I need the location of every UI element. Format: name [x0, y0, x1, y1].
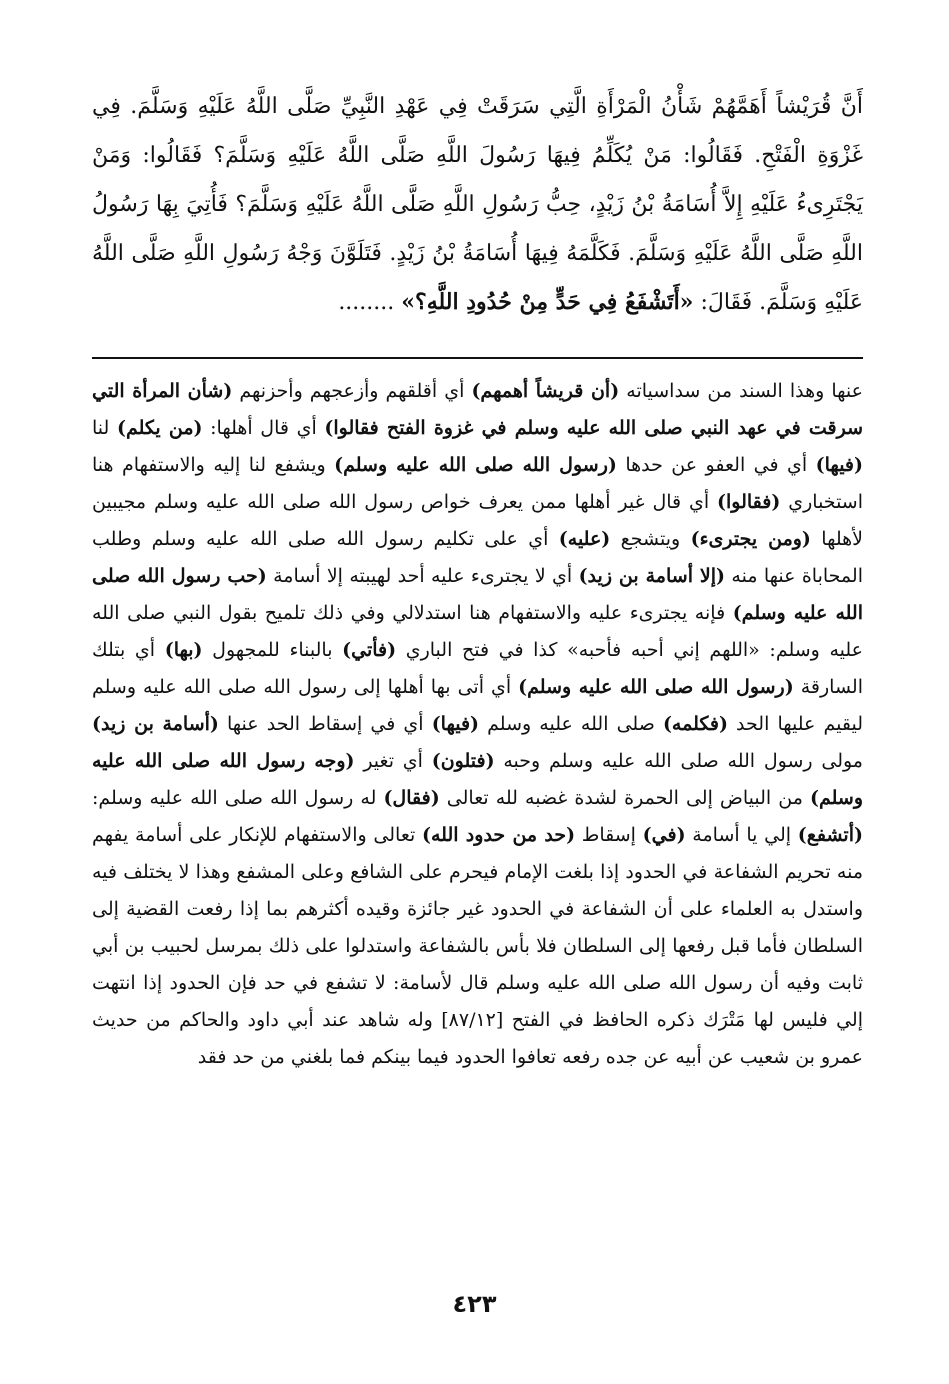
- commentary-bold-segment: (عليه): [558, 528, 611, 550]
- commentary-segment: أي على تكليم رسول الله صلى الله عليه وسلم وطلب المحاباة عنها منه: [92, 528, 863, 587]
- commentary-segment: أي لا يجترىء عليه أحد لهيبته إلا أسامة: [266, 565, 579, 587]
- commentary-segment: أي بتلك السارقة: [92, 639, 863, 698]
- commentary-bold-segment: (بها): [164, 639, 203, 661]
- commentary-bold-segment: (فقال): [383, 787, 440, 809]
- commentary-segment: مولى رسول الله صلى الله عليه وسلم وحبه: [494, 750, 863, 772]
- commentary-segment: ويتشجع: [610, 528, 691, 550]
- commentary-bold-segment: (شأن المرأة التي سرقت في عهد النبي صلى الله عليه وسلم في غزوة الفتح فقالوا): [92, 380, 863, 439]
- commentary-bold-segment: (فيها): [815, 454, 863, 476]
- commentary-segment: ويشفع لنا إليه والاستفهام هنا استخباري: [92, 454, 864, 513]
- hadith-quote: «أَتَشْفَعُ فِي حَدٍّ مِنْ حُدُودِ اللَّهِ؟»: [401, 289, 694, 315]
- page-number: ٤٢٣: [452, 1290, 497, 1318]
- commentary-bold-segment: (أتشفع): [797, 824, 863, 846]
- commentary-bold-segment: (أسامة بن زيد): [92, 713, 219, 735]
- commentary-segment: إلي يا أسامة: [685, 824, 798, 846]
- commentary-bold-segment: (في): [642, 824, 686, 846]
- commentary-segment: أي قال غير أهلها ممن يعرف خواص رسول الله صلى الله عليه وسلم مجيبين لأهلها: [92, 491, 863, 550]
- commentary-bold-segment: (رسول الله صلى الله عليه وسلم): [518, 676, 794, 698]
- commentary-bold-segment: (من يكلم): [116, 417, 203, 439]
- commentary-segment: من البياض إلى الحمرة لشدة غضبه لله تعالى: [439, 787, 810, 809]
- commentary-segment: إسقاط: [575, 824, 643, 846]
- commentary-bold-segment: (وجه رسول الله صلى الله عليه وسلم): [92, 750, 864, 809]
- commentary-bold-segment: (فكلمه): [662, 713, 728, 735]
- commentary-segment: عنها وهذا السند من سداسياته: [619, 380, 863, 402]
- commentary-segment: فإنه يجترىء عليه والاستفهام هنا استدلالي وفي ذلك تلميح بقول النبي صلى الله عليه وسلم: «اللهم إني أحبه فأحبه» كذا في فتح الباري: [92, 602, 863, 661]
- hadith-paragraph: [92, 82, 863, 327]
- hadith-text: أَنَّ قُرَيْشاً أَهَمَّهُمْ شَأْنُ الْمَرْأَةِ الَّتِي سَرَقَتْ فِي عَهْدِ النَّبِيِّ صَلَّى اللَّهُ عَلَيْهِ وَسَلَّمَ. فِي غَزْوَةِ الْفَتْحِ. فَقَالُوا: مَنْ يُكَلِّمُ فِيهَا رَسُولَ اللَّهِ صَلَّى اللَّهُ عَلَيْهِ وَسَلَّمَ؟ فَقَالُوا: وَمَنْ يَجْتَرِىءُ عَلَيْهِ إِلاَّ أُسَامَةُ بْنُ زَيْدٍ، حِبُّ رَسُولِ اللَّهِ صَلَّى اللَّهُ عَلَيْهِ وَسَلَّمَ؟ فَأُتِيَ بِهَا رَسُولُ اللَّهِ صَلَّى اللَّهُ عَلَيْهِ وَسَلَّمَ. فَكَلَّمَهُ فِيهَا أُسَامَةُ بْنُ زَيْدٍ. فَتَلَوَّنَ وَجْهُ رَسُولِ اللَّهِ صَلَّى اللَّهُ عَلَيْهِ وَسَلَّمَ. فَقَالَ:: [92, 94, 863, 315]
- commentary-segment: أي قال أهلها:: [202, 417, 325, 439]
- commentary-segment: بالبناء للمجهول: [202, 639, 343, 661]
- commentary-bold-segment: (أن قريشاً أهمهم): [471, 380, 620, 402]
- commentary-segment: صلى الله عليه وسلم: [479, 713, 663, 735]
- commentary-bold-segment: (فيها): [431, 713, 480, 735]
- commentary-segment: تعالى والاستفهام للإنكار على أسامة يفهم منه تحريم الشفاعة في الحدود إذا بلغت الإمام فيحرم على الشافع وعلى المشفع وهذا لا يختلف فيه واستدل به العلماء على أن الشفاعة في الحدود غير جائزة وقيده أكثرهم بما إذا رفعت القضية إلى السلطان فأما قبل رفعها إلى السلطان فلا بأس بالشفاعة واستدلوا على ذلك بمرسل لحبيب بن أبي ثابت وفيه أن رسول الله صلى الله عليه وسلم قال لأسامة: لا تشفع في حد فإن الحدود إذا انتهت إلي فليس لها مَتْرَك ذكره الحافظ في الفتح [٨٧/١٢] وله شاهد عند أبي داود والحاكم من حديث عمرو بن شعيب عن أبيه عن جده رفعه تعافوا الحدود فيما بينكم فما بلغني من حد فقد: [92, 824, 863, 1068]
- commentary-segment: له رسول الله صلى الله عليه وسلم:: [92, 787, 384, 809]
- commentary-bold-segment: (فأتي): [342, 639, 397, 661]
- commentary-bold-segment: (ومن يجترىء): [690, 528, 811, 550]
- commentary-segment: أي أتى بها أهلها إلى رسول الله صلى الله عليه وسلم ليقيم عليها الحد: [92, 676, 863, 735]
- commentary-bold-segment: (حد من حدود الله): [421, 824, 576, 846]
- commentary-bold-segment: (رسول الله صلى الله عليه وسلم): [334, 454, 617, 476]
- commentary-bold-segment: (حب رسول الله صلى الله عليه وسلم): [92, 565, 863, 624]
- commentary-bold-segment: (إلا أسامة بن زيد): [578, 565, 726, 587]
- commentary-segment: أي في العفو عن حدها: [616, 454, 816, 476]
- footnote-divider: [92, 357, 863, 359]
- commentary-segment: لنا: [92, 417, 117, 439]
- commentary-paragraph: [92, 373, 863, 1076]
- commentary-segment: أي أقلقهم وأزعجهم وأحزنهم: [232, 380, 472, 402]
- commentary-segment: أي في إسقاط الحد عنها: [218, 713, 432, 735]
- commentary-block: [92, 373, 863, 1076]
- hadith-ellipsis: ........: [338, 290, 395, 315]
- hadith-text-block: [92, 82, 863, 327]
- commentary-segment: أي تغير: [354, 750, 432, 772]
- commentary-bold-segment: (فقالوا): [717, 491, 781, 513]
- commentary-bold-segment: (فتلون): [431, 750, 495, 772]
